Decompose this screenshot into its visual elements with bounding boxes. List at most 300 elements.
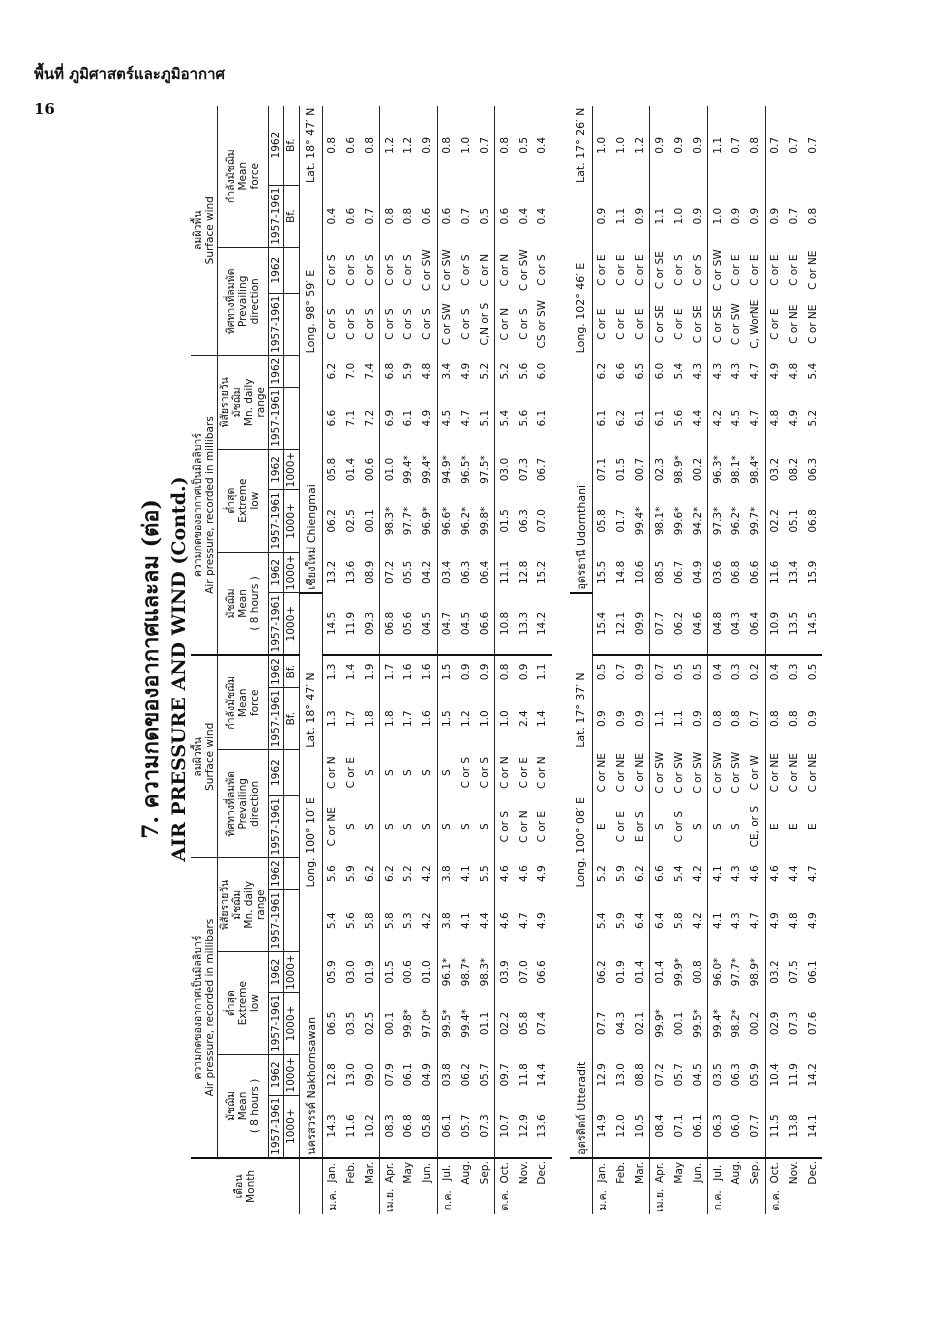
table-cell: 2.4 <box>517 710 530 728</box>
table-cell: 06.8 <box>399 1095 418 1158</box>
table-cell: C or N <box>478 253 491 287</box>
table-cell: 6.6 <box>615 362 628 380</box>
table-row <box>360 106 379 1214</box>
table-cell: C or S <box>460 756 473 789</box>
table-cell: 1.6 <box>421 710 434 728</box>
month-label: Mar. <box>634 1161 647 1184</box>
station-latitude: Lat. 18° 47′ N <box>304 672 317 748</box>
table-cell: 96.0* <box>708 952 728 993</box>
table-cell: 96.2* <box>730 506 743 536</box>
table-cell: C or NE <box>788 304 801 344</box>
table-cell: 5.4 <box>672 362 685 380</box>
table-cell: 07.9 <box>380 1055 400 1096</box>
table-cell: 5.4 <box>592 890 612 952</box>
table-title <box>133 124 190 1214</box>
year-1962: 1962 <box>269 247 284 293</box>
season-label <box>360 1187 379 1214</box>
table-cell: C or W <box>749 755 762 791</box>
table-cell: 5.2 <box>478 362 491 380</box>
table-cell: 03.2 <box>765 952 785 993</box>
table-cell: 06.6 <box>749 560 762 585</box>
table-cell: 01.9 <box>615 960 628 984</box>
table-cell: 0.8 <box>402 207 415 225</box>
table-cell: 05.7 <box>457 1095 476 1158</box>
month-label: Jul. <box>708 1158 728 1187</box>
table-cell: C or S <box>344 308 357 340</box>
table-cell: 96.6* <box>437 490 457 552</box>
table-cell: C or SE <box>708 293 728 355</box>
table-cell: 10.2 <box>360 1095 379 1158</box>
table-cell: 13.3 <box>514 593 533 656</box>
table-cell: 1.3 <box>322 688 342 750</box>
table-cell: 1.2 <box>634 137 647 154</box>
table-cell: 12.8 <box>517 560 530 585</box>
table-cell: 14.2 <box>806 1063 819 1087</box>
table-cell: 13.0 <box>344 1063 357 1087</box>
table-cell: 4.3 <box>730 912 743 930</box>
table-cell: 1.6 <box>402 663 415 681</box>
table-cell: 02.2 <box>765 490 785 552</box>
table-cell: 06.1 <box>688 1095 707 1158</box>
table-cell: 10.6 <box>634 560 647 585</box>
table-cell: C or NE <box>806 753 819 793</box>
table-cell: C or S <box>672 254 685 286</box>
table-cell: 01.4 <box>650 952 670 993</box>
table-cell: C or SW <box>708 750 728 796</box>
table-cell: C or S <box>421 308 434 340</box>
table-row <box>495 106 515 1214</box>
table-cell: 05.7 <box>672 1063 685 1087</box>
table-cell: 1.1 <box>708 106 728 185</box>
table-cell: S <box>650 796 670 858</box>
force-header: กำลังมัชฌิม Mean force <box>218 106 269 248</box>
table-cell: C or SW <box>650 750 670 796</box>
mean-header: มัชฌิม Mean ( 8 hours ) <box>218 1055 269 1158</box>
month-label: Apr. <box>650 1158 670 1187</box>
table-cell: 1.1 <box>650 688 670 750</box>
table-cell: 0.7 <box>650 655 670 687</box>
table-cell: 11.6 <box>342 1095 361 1158</box>
table-cell: 1.7 <box>344 710 357 728</box>
table-cell: 06.4 <box>478 560 491 585</box>
table-cell: C or E <box>788 254 801 286</box>
table-cell: 0.9 <box>691 137 704 154</box>
table-cell: C or S <box>517 308 530 340</box>
unit-millibars: 1000+ <box>284 952 299 993</box>
table-cell: 5.1 <box>478 409 491 427</box>
table-cell: 0.9 <box>592 688 612 750</box>
table-cell: 5.6 <box>322 858 342 890</box>
table-cell: 13.2 <box>322 552 342 593</box>
table-cell: 6.1 <box>402 409 415 427</box>
table-cell: S <box>437 796 457 858</box>
season-label <box>612 1187 631 1214</box>
table-cell: 5.8 <box>672 912 685 930</box>
table-cell: 01.9 <box>363 960 376 984</box>
table-cell: 06.8 <box>806 509 819 533</box>
title-english: AIR PRESSURE AND WIND (Contd.) <box>168 476 190 862</box>
table-cell: 99.5* <box>437 992 457 1054</box>
table-cell: 02.9 <box>765 992 785 1054</box>
table-cell: 15.9 <box>806 560 819 585</box>
table-cell: 11.6 <box>765 552 785 593</box>
table-cell: 99.6* <box>672 506 685 536</box>
table-cell: 0.2 <box>749 663 762 681</box>
table-cell: C or S <box>402 254 415 286</box>
season-label <box>457 1187 476 1214</box>
table-cell: 4.9 <box>460 362 473 380</box>
table-cell: 4.9 <box>536 912 549 930</box>
table-cell: 5.9 <box>615 865 628 883</box>
table-cell: C or S <box>380 293 400 355</box>
table-cell: 14.2 <box>533 593 552 656</box>
table-cell: 6.1 <box>634 409 647 427</box>
table-cell: 03.5 <box>344 1011 357 1036</box>
table-cell: 06.0 <box>727 1095 746 1158</box>
table-cell: 4.7 <box>749 409 762 427</box>
table-cell: 04.3 <box>727 593 746 656</box>
station-longitude: Long. 102° 46′ E <box>574 262 588 354</box>
force-header: กำลังมัชฌิม Mean force <box>218 655 269 749</box>
year-1962: 1962 <box>269 858 284 890</box>
year-1957-1961: 1957-1961 <box>269 1095 284 1158</box>
table-cell: S <box>708 796 728 858</box>
table-cell: 97.7* <box>402 506 415 536</box>
unit-beaufort: Bf. <box>284 655 299 687</box>
daily-range-header: พิสัยรายวัน มัชฌิม Mn. daily range <box>218 355 269 449</box>
table-cell: 4.2 <box>691 912 704 930</box>
table-cell: C or S <box>322 247 342 293</box>
table-cell: C or E <box>536 811 549 843</box>
page-number: 16 <box>34 100 55 118</box>
year-1962: 1962 <box>269 1055 284 1096</box>
table-cell: 06.2 <box>460 1063 473 1087</box>
station-latitude: Lat. 17° 26′ N <box>574 107 588 184</box>
table-cell: 09.7 <box>495 1055 515 1096</box>
table-cell: 06.1 <box>437 1095 457 1158</box>
table-cell: C or E <box>730 254 743 286</box>
table-cell: 0.9 <box>672 137 685 154</box>
table-cell: C or NE <box>806 250 819 290</box>
year-1957-1961: 1957-1961 <box>269 890 284 952</box>
table-cell: 11.9 <box>342 593 361 656</box>
table-cell: C or E <box>634 308 647 340</box>
table-cell: 4.2 <box>691 865 704 883</box>
year-1962: 1962 <box>269 552 284 593</box>
table-cell: 4.1 <box>708 890 728 952</box>
table-cell: 98.2* <box>730 1009 743 1038</box>
table-cell: 07.0 <box>536 509 549 533</box>
table-cell: S <box>380 750 400 796</box>
table-row <box>457 106 476 1214</box>
table-cell: 15.2 <box>536 560 549 585</box>
month-label: Nov. <box>788 1161 801 1185</box>
table-cell: 4.6 <box>495 858 515 890</box>
table-cell: 11.8 <box>517 1063 530 1087</box>
table-cell: 01.4 <box>634 960 647 984</box>
table-cell: 0.3 <box>788 663 801 681</box>
table-cell: 07.2 <box>380 552 400 593</box>
mean-header: มัชฌิม Mean ( 8 hours ) <box>218 552 269 655</box>
table-cell: C or SW <box>708 247 728 293</box>
month-label: Jun. <box>421 1162 434 1183</box>
table-cell: 1.2 <box>402 137 415 154</box>
season-label <box>727 1187 746 1214</box>
year-1962: 1962 <box>269 449 284 490</box>
table-cell: 0.8 <box>749 137 762 154</box>
table-cell: 0.9 <box>806 710 819 728</box>
table-row <box>514 106 533 1214</box>
table-row <box>612 106 631 1214</box>
table-cell: C or E <box>517 756 530 789</box>
table-cell: 07.7 <box>746 1095 765 1158</box>
table-cell: 96.2* <box>460 506 473 536</box>
table-cell: 7.4 <box>363 362 376 380</box>
table-cell: 0.8 <box>322 106 342 185</box>
air-pressure-header-left: ความกดของอากาศเป็นมิลลิบาร์ Air pressure, recorded in millibars <box>191 858 218 1158</box>
season-label: เม.ย. <box>650 1187 670 1214</box>
season-label <box>746 1187 765 1214</box>
table-cell: 04.3 <box>615 1011 628 1036</box>
table-cell: 6.4 <box>634 912 647 930</box>
table-cell: 06.5 <box>322 992 342 1054</box>
table-cell: 03.4 <box>437 552 457 593</box>
table-cell: 99.5* <box>691 1009 704 1038</box>
table-row <box>669 106 688 1214</box>
table-cell: 01.0 <box>380 449 400 490</box>
table-cell: 13.5 <box>785 593 804 656</box>
table-cell: 7.0 <box>344 362 357 380</box>
month-label: Aug. <box>460 1160 473 1185</box>
table-cell: 4.9 <box>765 890 785 952</box>
table-cell: 96.3* <box>708 449 728 490</box>
table-cell: 0.7 <box>460 207 473 225</box>
month-label: Jun. <box>691 1162 704 1183</box>
table-cell: 13.0 <box>615 1063 628 1087</box>
table-cell: 0.7 <box>615 663 628 681</box>
season-label <box>418 1187 437 1214</box>
table-cell: C or S <box>478 756 491 789</box>
table-cell: 99.4* <box>460 1009 473 1038</box>
unit-beaufort: Bf. <box>284 106 299 185</box>
table-cell: 07.1 <box>592 449 612 490</box>
table-cell: C or S <box>495 796 515 858</box>
table-cell: 6.1 <box>650 387 670 449</box>
table-cell: 97.3* <box>708 490 728 552</box>
extreme-low-header: ต่ำสุด Extreme low <box>218 449 269 552</box>
year-1962: 1962 <box>269 355 284 387</box>
table-cell: 14.1 <box>803 1095 822 1158</box>
table-cell: 13.8 <box>785 1095 804 1158</box>
table-cell: 04.6 <box>688 593 707 656</box>
table-cell: C or S <box>380 247 400 293</box>
season-label: ต.ค. <box>765 1187 785 1214</box>
table-row <box>342 106 361 1214</box>
season-label <box>785 1187 804 1214</box>
table-cell: 0.7 <box>788 137 801 154</box>
table-row <box>746 106 765 1214</box>
table-cell: 07.4 <box>536 1011 549 1036</box>
table-cell: 4.8 <box>788 362 801 380</box>
table-cell: C or SW <box>437 247 457 293</box>
table-cell: 5.4 <box>322 890 342 952</box>
table-cell: 5.2 <box>592 858 612 890</box>
table-cell: 1.1 <box>672 710 685 728</box>
table-cell: 0.9 <box>460 663 473 681</box>
table-row <box>765 106 785 1214</box>
table-cell: 04.9 <box>691 560 704 585</box>
table-cell: 13.6 <box>533 1095 552 1158</box>
table-cell: 07.2 <box>650 1055 670 1096</box>
unit-beaufort: Bf. <box>284 688 299 750</box>
table-cell: 6.2 <box>363 865 376 883</box>
table-cell: 03.0 <box>344 960 357 984</box>
table-cell: 14.8 <box>615 560 628 585</box>
table-cell: 12.9 <box>514 1095 533 1158</box>
table-cell: 1.1 <box>650 185 670 247</box>
table-cell: C or E <box>765 247 785 293</box>
table-cell: 06.6 <box>536 960 549 984</box>
table-cell: 0.9 <box>749 207 762 225</box>
table-cell: 08.9 <box>363 560 376 585</box>
table-cell: 4.2 <box>421 865 434 883</box>
table-cell: 1.0 <box>478 710 491 728</box>
table-row <box>380 106 400 1214</box>
station-row <box>299 106 322 1214</box>
table-cell: 1.5 <box>437 688 457 750</box>
table-cell: 1.6 <box>421 663 434 681</box>
table-cell: 07.3 <box>475 1095 494 1158</box>
table-cell: 09.0 <box>363 1063 376 1087</box>
table-cell: 0.9 <box>615 710 628 728</box>
table-cell: 10.4 <box>765 1055 785 1096</box>
table-cell: 96.9* <box>421 506 434 536</box>
table-cell: C or E <box>749 254 762 286</box>
table-cell: 05.9 <box>322 952 342 993</box>
table-cell: 0.6 <box>344 137 357 154</box>
station-name: เชียงใหม่ Chiengmai <box>299 355 322 592</box>
year-1962: 1962 <box>269 750 284 796</box>
table-cell: 05.8 <box>418 1095 437 1158</box>
table-cell: 98.4* <box>749 455 762 484</box>
station-longitude: Long. 100° 10′ E <box>304 797 317 888</box>
table-cell: 4.1 <box>708 858 728 890</box>
table-cell: 4.3 <box>730 865 743 883</box>
table-row <box>727 106 746 1214</box>
unit-millibars: 1000+ <box>284 593 299 656</box>
table-cell: 6.1 <box>536 409 549 427</box>
table-cell: 6.2 <box>615 409 628 427</box>
table-row <box>322 106 342 1214</box>
table-cell: 11.5 <box>765 1095 785 1158</box>
table-cell: C or S <box>536 254 549 286</box>
table-cell: 0.4 <box>536 207 549 225</box>
station-longitude: Long. 100° 08′ E <box>574 797 588 888</box>
table-cell: 4.4 <box>691 409 704 427</box>
table-cell: 6.1 <box>592 387 612 449</box>
table-cell: C or E <box>615 308 628 340</box>
table-cell: 05.9 <box>749 1063 762 1087</box>
table-row <box>650 106 670 1214</box>
table-cell: 15.4 <box>592 593 612 656</box>
station-row <box>570 106 593 1214</box>
month-label: Apr. <box>380 1158 400 1187</box>
month-label: Feb. <box>615 1161 628 1184</box>
station-latitude: Lat. 18° 47′ N <box>304 107 317 184</box>
table-cell: 98.9* <box>672 455 685 484</box>
table-cell: 99.9* <box>672 957 685 987</box>
table-cell: 06.3 <box>730 1063 743 1087</box>
table-cell: 4.9 <box>788 409 801 427</box>
table-cell: 10.7 <box>495 1095 515 1158</box>
table-cell: 4.1 <box>460 865 473 883</box>
table-cell: 0.5 <box>517 137 530 154</box>
surface-wind-header-right: ลมผิวพื้น Surface wind <box>191 106 218 356</box>
table-cell: 0.8 <box>806 207 819 225</box>
table-cell: 0.4 <box>536 137 549 154</box>
table-cell: 0.6 <box>421 207 434 225</box>
unit-blank <box>284 796 299 858</box>
table-cell: S <box>730 823 743 831</box>
table-cell: 6.4 <box>650 890 670 952</box>
table-cell: 1.2 <box>460 710 473 728</box>
table-cell: 5.2 <box>806 409 819 427</box>
table-cell: C or E <box>592 293 612 355</box>
season-label <box>399 1187 418 1214</box>
table-cell: 03.8 <box>437 1055 457 1096</box>
table-cell: 4.7 <box>517 912 530 930</box>
table-row <box>533 106 552 1214</box>
unit-millibars: 1000+ <box>284 552 299 593</box>
table-cell: 5.6 <box>517 409 530 427</box>
table-cell: 0.7 <box>806 137 819 154</box>
table-cell: 3.8 <box>437 858 457 890</box>
table-cell: C, WorNE <box>749 299 762 349</box>
table-cell: 0.9 <box>691 710 704 728</box>
table-cell: 12.1 <box>612 593 631 656</box>
table-cell: 06.2 <box>669 593 688 656</box>
table-cell: 0.8 <box>495 655 515 687</box>
unit-blank <box>284 890 299 952</box>
table-cell: 99.4* <box>421 455 434 484</box>
pressure-wind-table <box>191 106 822 1214</box>
unit-blank <box>284 355 299 387</box>
table-cell: 07.6 <box>806 1011 819 1036</box>
table-cell: 6.6 <box>650 858 670 890</box>
table-cell: C or E <box>344 756 357 789</box>
table-cell: 1.1 <box>615 207 628 225</box>
year-1957-1961: 1957-1961 <box>269 185 284 247</box>
table-cell: 04.8 <box>708 593 728 656</box>
table-cell: 6.9 <box>380 387 400 449</box>
table-cell: 1.0 <box>615 137 628 154</box>
table-cell: 00.2 <box>691 457 704 482</box>
table-cell: 06.8 <box>380 593 400 656</box>
season-label: ม.ค. <box>322 1187 342 1214</box>
table-cell: 0.5 <box>806 663 819 681</box>
table-cell: C or SW <box>691 751 704 794</box>
table-cell: 00.1 <box>380 992 400 1054</box>
table-cell: 02.5 <box>344 509 357 533</box>
table-row <box>785 106 804 1214</box>
table-row <box>708 106 728 1214</box>
table-cell: C or SE <box>691 305 704 344</box>
year-1962: 1962 <box>269 655 284 687</box>
table-cell: 0.9 <box>730 207 743 225</box>
table-cell: 4.5 <box>730 409 743 427</box>
season-label: ก.ค. <box>708 1187 728 1214</box>
table-cell: 99.8* <box>478 506 491 536</box>
